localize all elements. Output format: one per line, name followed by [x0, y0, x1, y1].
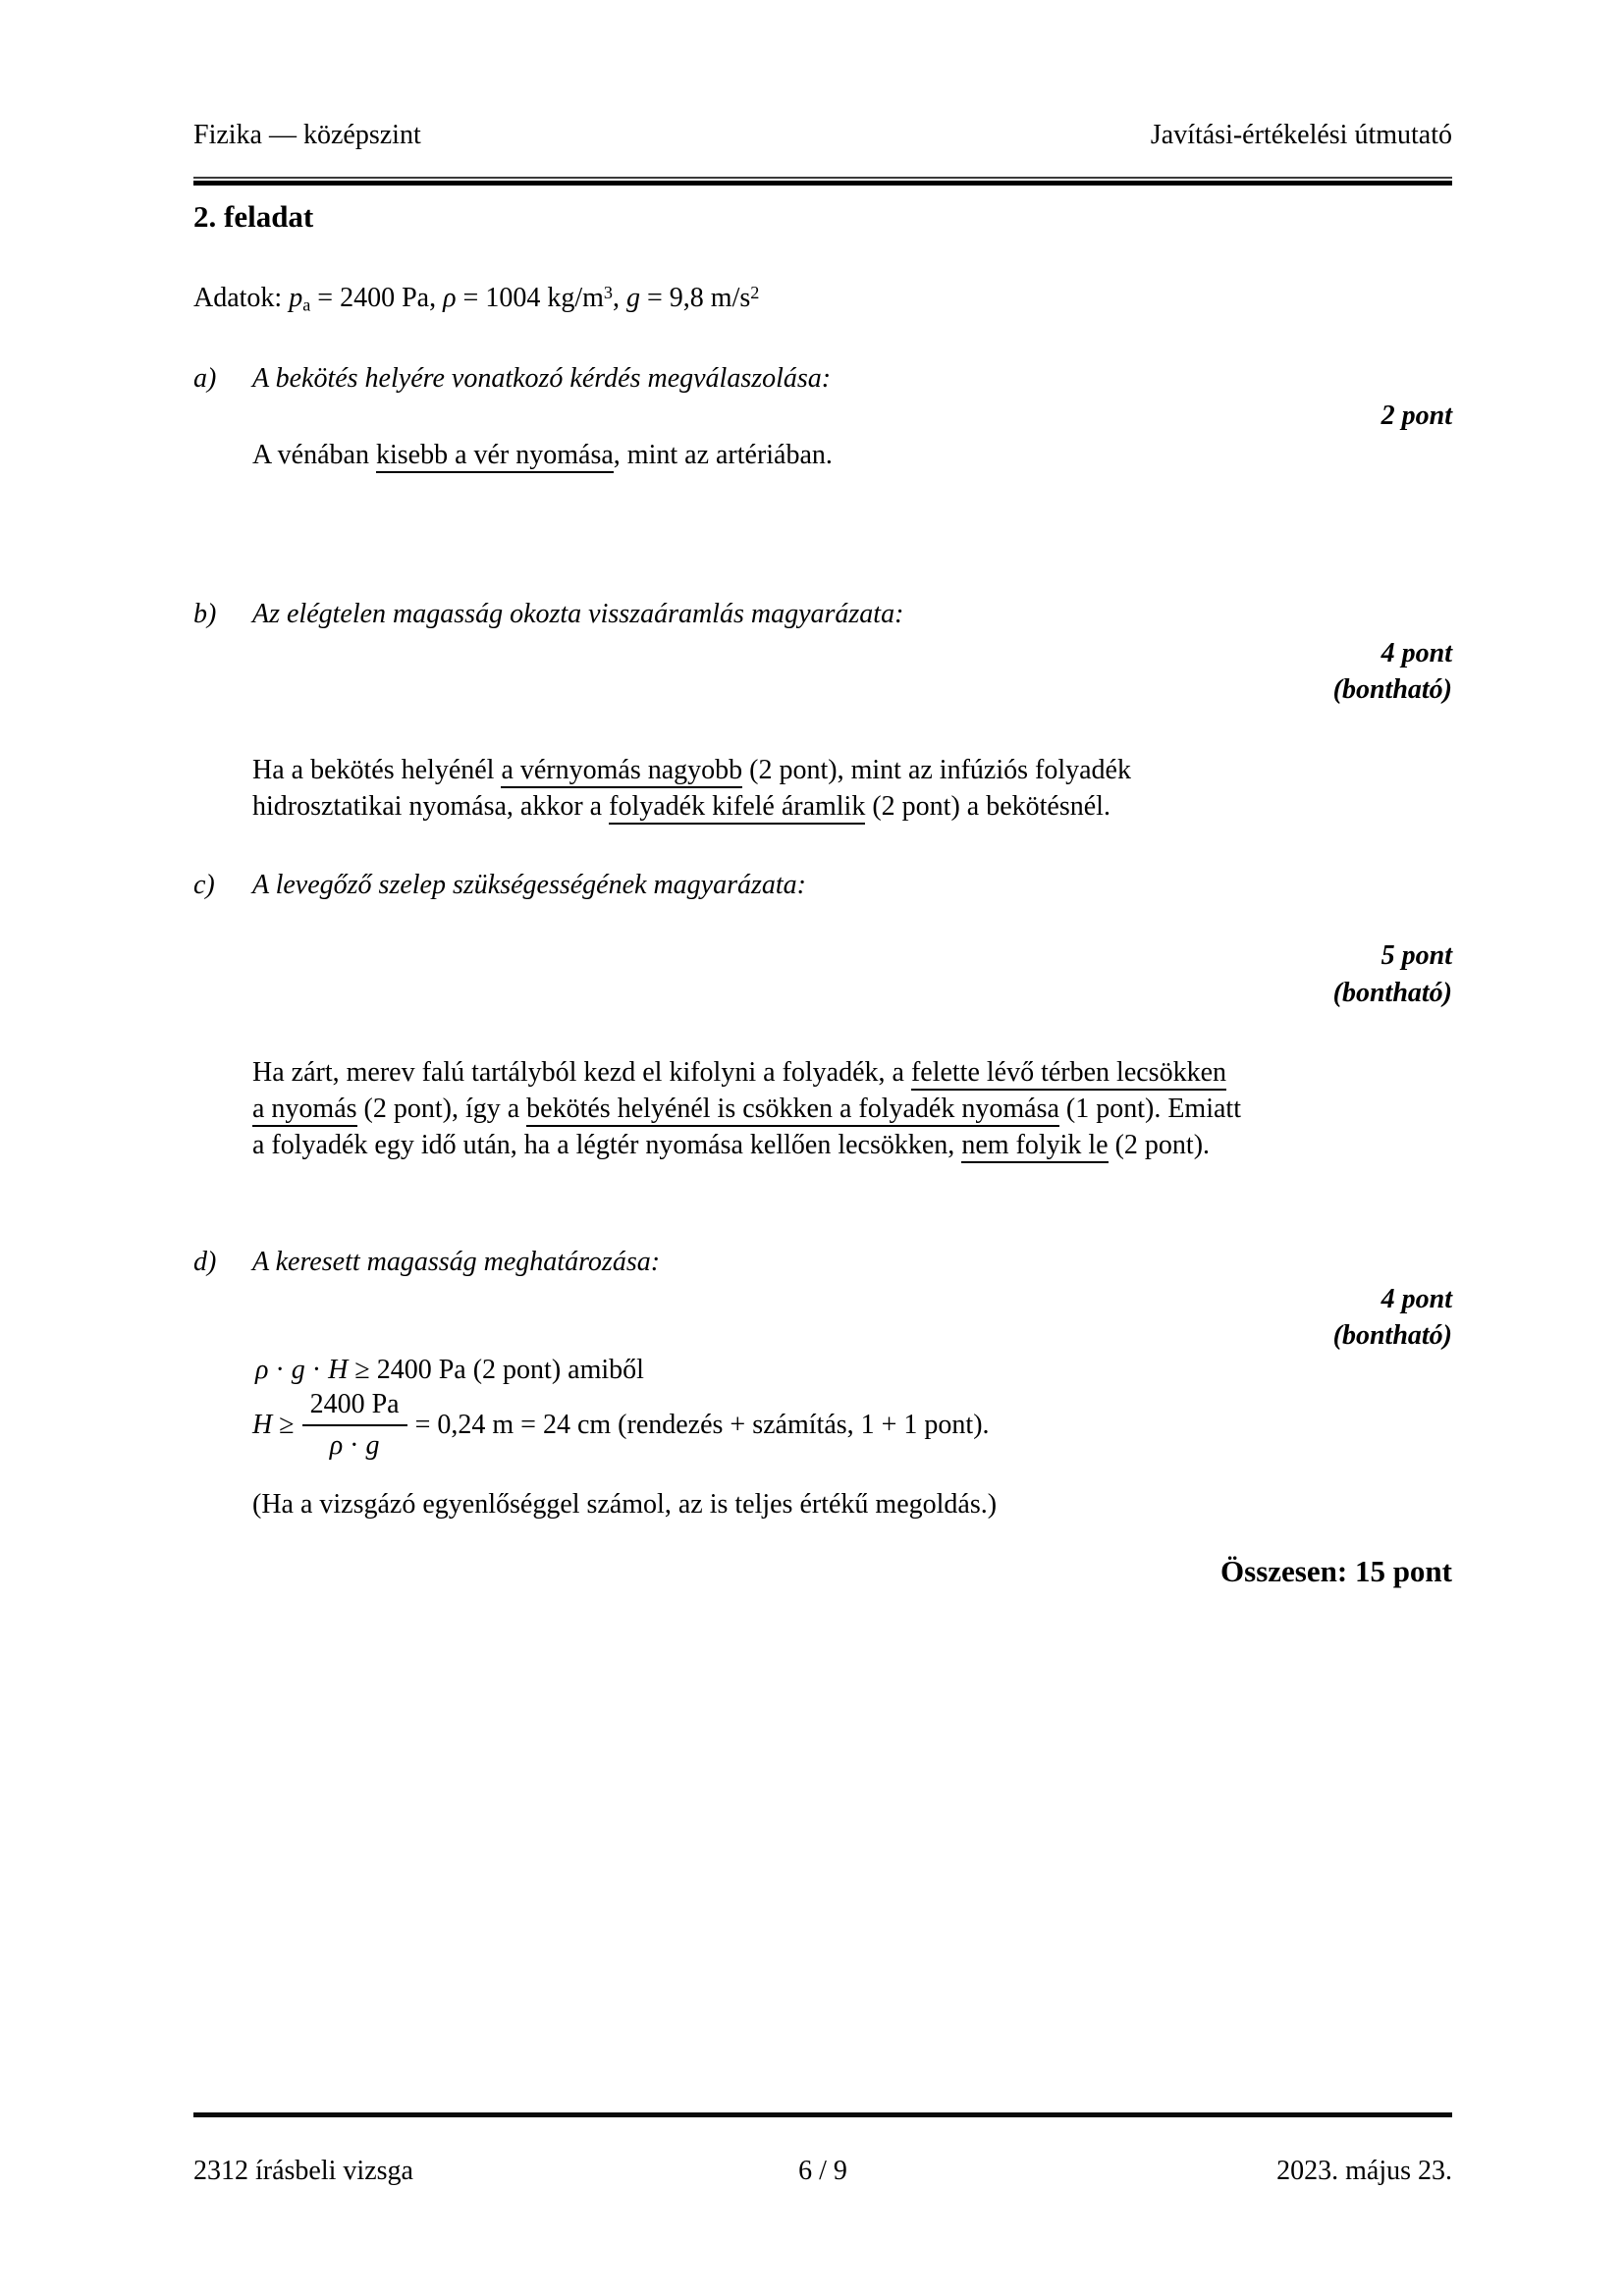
section-d-heading: A keresett magasság meghatározása: [252, 1247, 661, 1277]
task-title: 2. feladat [193, 199, 314, 234]
section-b-points-note: (bontható) [1332, 674, 1452, 705]
footer-page-number: 6 / 9 [798, 2156, 847, 2186]
footer-date: 2023. május 23. [1276, 2156, 1452, 2186]
section-c-title-row [193, 870, 1452, 901]
section-b-answer-line: hidrosztatikai nyomása, akkor a folyadék kifelé áramlik (2 pont) a bekötésnél. [252, 788, 1452, 825]
formula-rhs: = 0,24 m = 24 cm (rendezés + számítás, 1 + 1 pont). [414, 1410, 990, 1440]
given-data-line: Adatok: $p_a = 2400$ Pa, ρ = 1004 $kg/m^3$, g = 9,8 $m/s^2$ [193, 283, 760, 315]
section-d-points: 4 pont [1380, 1284, 1452, 1314]
fraction-denominator: ρ · g [329, 1430, 380, 1461]
section-b-title-row [193, 599, 1452, 630]
section-b-label: b) [193, 599, 217, 629]
section-c-answer-line: Ha zárt, merev falú tartályból kezd el kifolyni a folyadék, a felette lévő térben lecsökken [252, 1054, 1452, 1091]
header-rule [193, 177, 1452, 186]
section-a-label: a) [193, 363, 217, 394]
total-points: Összesen: 15 pont [1220, 1554, 1452, 1588]
section-a-points: 2 pont [1380, 400, 1452, 431]
section-c-heading: A levegőző szelep szükségességének magyarázata: [252, 870, 807, 900]
formula-lhs: H ≥ [252, 1410, 295, 1440]
fraction [302, 1389, 407, 1462]
fraction-numerator: 2400 Pa [302, 1389, 407, 1426]
section-a-title-row [193, 363, 1452, 395]
section-a-answer-line: A vénában kisebb a vér nyomása, mint az artériában. [252, 437, 1452, 473]
section-c-answer-line: a folyadék egy idő után, ha a légtér nyomása kellően lecsökken, nem folyik le (2 pont). [252, 1127, 1452, 1163]
header-subject: Fizika — középszint [193, 120, 421, 150]
section-c-points: 5 pont [1380, 940, 1452, 971]
section-d-title-row [193, 1247, 1452, 1278]
formula-condition: ρ · g · H ≥ 2400 Pa (2 pont) amiből [255, 1355, 644, 1385]
section-b-answer-line: Ha a bekötés helyénél a vérnyomás nagyobb (2 pont), mint az infúziós folyadék [252, 752, 1452, 788]
formula-height-result [252, 1389, 1452, 1462]
section-b-points: 4 pont [1380, 638, 1452, 668]
section-a-heading: A bekötés helyére vonatkozó kérdés megválaszolása: [252, 363, 832, 394]
section-d-label: d) [193, 1247, 217, 1277]
footer-rule [193, 2112, 1452, 2117]
section-c-answer-line: a nyomás (2 pont), így a bekötés helyénél is csökken a folyadék nyomása (1 pont). Emiatt [252, 1091, 1452, 1127]
section-d-points-note: (bontható) [1332, 1320, 1452, 1351]
header-doc-type: Javítási-értékelési útmutató [1150, 120, 1452, 150]
footer-exam-code: 2312 írásbeli vizsga [193, 2156, 413, 2186]
section-d-note: (Ha a vizsgázó egyenlőséggel számol, az is teljes értékű megoldás.) [252, 1489, 998, 1520]
section-c-label: c) [193, 870, 215, 900]
section-b-heading: Az elégtelen magasság okozta visszaáramlás magyarázata: [252, 599, 904, 629]
section-c-points-note: (bontható) [1332, 978, 1452, 1008]
